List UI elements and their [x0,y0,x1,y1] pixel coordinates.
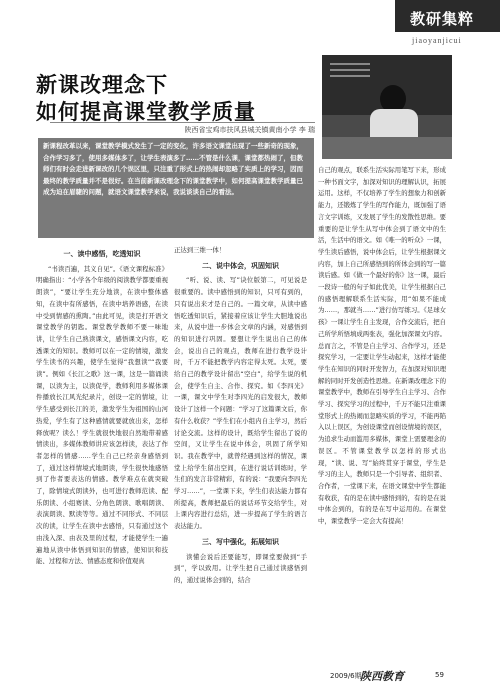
title-line-2: 如何提高课堂教学质量 [36,100,256,124]
section-heading-3: 三、写中强化，拓展知识 [202,537,279,546]
chalk-writing [330,63,370,65]
paragraph: 自己的观点，联系生活实际用笔写下来，形成一种书面文字，加深对知识的理解认识，拓展运用。这样，不仅培养了学生的想象力和创新能力，还锻炼了学生的写作能力，既加强了语言文字训练，又发展了学生的发散性思维。要重要的是让学生从写中体会到了语文中的生活，生活中的语文。如《唯一的听众》一课，学生读后感悟，说中体会后，让学生根据课文内容，加上自己所感悟到的所体会到的写一篇读后感。如《做一个最好的你》这一课，最后一段诗一般的句子如此优美，让学生根据自己的感悟理解联系生活实际，用“如果不能成为……，那就当……”进行仿写练习。《足球女孩》一课让学生自主发现，合作交流后，把自己所学所悟填成两张表，强化加深课文内容。总而言之，不管是自主学习、合作学习，还是探究学习，一定要让学生动起来，这样才能使学生在知识的同时开发智力，在加深对知识理解的同时开发创造性思维。在新课改理念下的课堂教学中，教师在引导学生自主学习、合作学习、探究学习的过程中，千万不能只注重课堂形式上的热闹而忽略实质的学习，不能再陷入以上误区，为创设课堂而创设情境的误区，为追求生动而滥用多媒体，课堂上需要理念的误区。不管课堂教学以怎样的形式出现，“读、说、写”始终贯穿于课堂，学生是学习的主人，教师只是一个引导者、组织者、合作者，一堂课下来，在语文课堂中学生都能有收获，有的是在读中感悟到的，有的是在说中体会到的，有的是在写中运用的。在课堂中，课堂教学一定会大有提高！ [318,166,446,526]
paragraph: “听、说、读、写”诀位版第二，可见说是很重要的。读中感悟到的知识，只可有到的，只有说出来才是自己的。一篇文章，从读中感悟吃透知识后，紧接着应该让学生大胆地说出来，从说中进一步体会文章的内涵，对感悟到的知识进行巩固。要想让学生说出自己的体会，说出自己的观点，教师在进行教学设计时，千万不能把教学内容定得太死。太死，要给自己的教学设计留出“空白”，给学生说的机会，使学生自主、合作、探究。如《李四光》一课，课文中学生对李四光的启发很大，教师设计了这样一个问题：“学习了这篇课文后，你有什么收获？”学生们在小组内自主学习，然后讨论交流。这样的设计，既给学生留出了说的空间，又让学生在说中体会，巩固了所学知识。我在教学中，就曾经遇到这样的情况，课堂上给学生留出空间，在进行说话训练时，学生们的发言非常精彩，有的说：“我要向李四光学习……”，一堂课下来，学生们表达能力都有所提高，教师把最后的说话环节交给学生，对上课内容进行总结，进一步提高了学生的语言表达能力。 [174,276,307,531]
magazine-brand: 陕西教育 [360,670,404,683]
article-title [36,72,276,126]
column-right [318,165,446,655]
desk [322,137,452,159]
classroom-photo [322,55,452,159]
section-heading-1: 一、读中感悟，吃透知识 [63,250,141,258]
issue-number: 2009/6期 [330,672,362,680]
column-middle [174,245,307,655]
abstract-box: 新课程改革以来，课堂教学模式发生了一定的变化，许多语文课堂出现了一些新奇的现象，合作学习多了，使用多媒体多了，让学生表演多了……不管是什么课，课堂都热闹了，但教师们有时会走进新课改的几个误区里，只注重了形式上的热闹却忽略了实质上的学习，因而最终的教学质量并不是很好。在当前新课改理念下的课堂教学中，如何提高课堂教学质量已成为迫在眉睫的问题，就语文课堂教学来说，我说谈谈自己的看法。 [38,138,314,238]
section-tag: 教研集粹 [410,10,475,28]
section-pinyin: jiaoyanjicui [412,36,462,45]
section-heading-2: 二、说中体会，巩固知识 [202,261,279,270]
column-left [36,245,168,655]
page-footer [330,668,460,682]
author-line: 陕西省宝鸡市扶风县城关镇黄南小学 李 瑞 [50,122,315,135]
page-number: 59 [435,671,444,679]
title-line-1: 新课改理念下 [36,73,168,97]
paragraph: 读懂会说后还要能写，即课堂要做到“手到”，学以致用。让学生把自己通过读感悟到的，通过说体会到的，结合 [174,552,307,584]
paragraph: “书读百遍，其义自见”。《语文课程标准》明确指出：“小学各个年级的阅读教学都要重视朗读”，“要让学生充分地读，在读中整体感知，在读中有所感悟，在读中培养语感，在读中受到情感的熏陶。”由此可见，读是打开语文课堂教学的钥匙。课堂教学教师不要一味地讲，让学生自己熟读课文，感悟课文内容，吃透课文的知识。教师可以在一定的情境，激发学生读书的兴趣，使学生觉得“我想读”“我要读”。例如《长江之歌》这一课，这是一篇诵读课，以读为主，以读促学，教师利用多媒体课件播放长江风光纪录片，创设一定的情境，让学生感受到长江的美，激发学生为祖国的山河热爱，学生有了这种感情就要就放出来，怎样释放呢？读么！学生就很快地很自然地带着感情读出，多媒体教师讲应该怎样读，表达了作者怎样的情感……学生自己已经亲身感悟到了，通过这样情境式地朗读，学生很快地感悟到了作者要表达的情感。教学难点在就突破了，除情境式朗读外，也可进行教师范读、配乐朗读、小组赛读、分角色朗读、歌唱朗读、表演朗读、默读等等。通过不同形式、不同层次的读，让学生在读中去感悟，只有通过这个由浅入深、由表及里的过程，才能使学生一遍遍地从读中体悟到知识的情感，使知识和技能、过程和方法、情感态度和价值观真 [36,264,168,566]
paragraph: 正达到三维一体！ [174,246,226,254]
